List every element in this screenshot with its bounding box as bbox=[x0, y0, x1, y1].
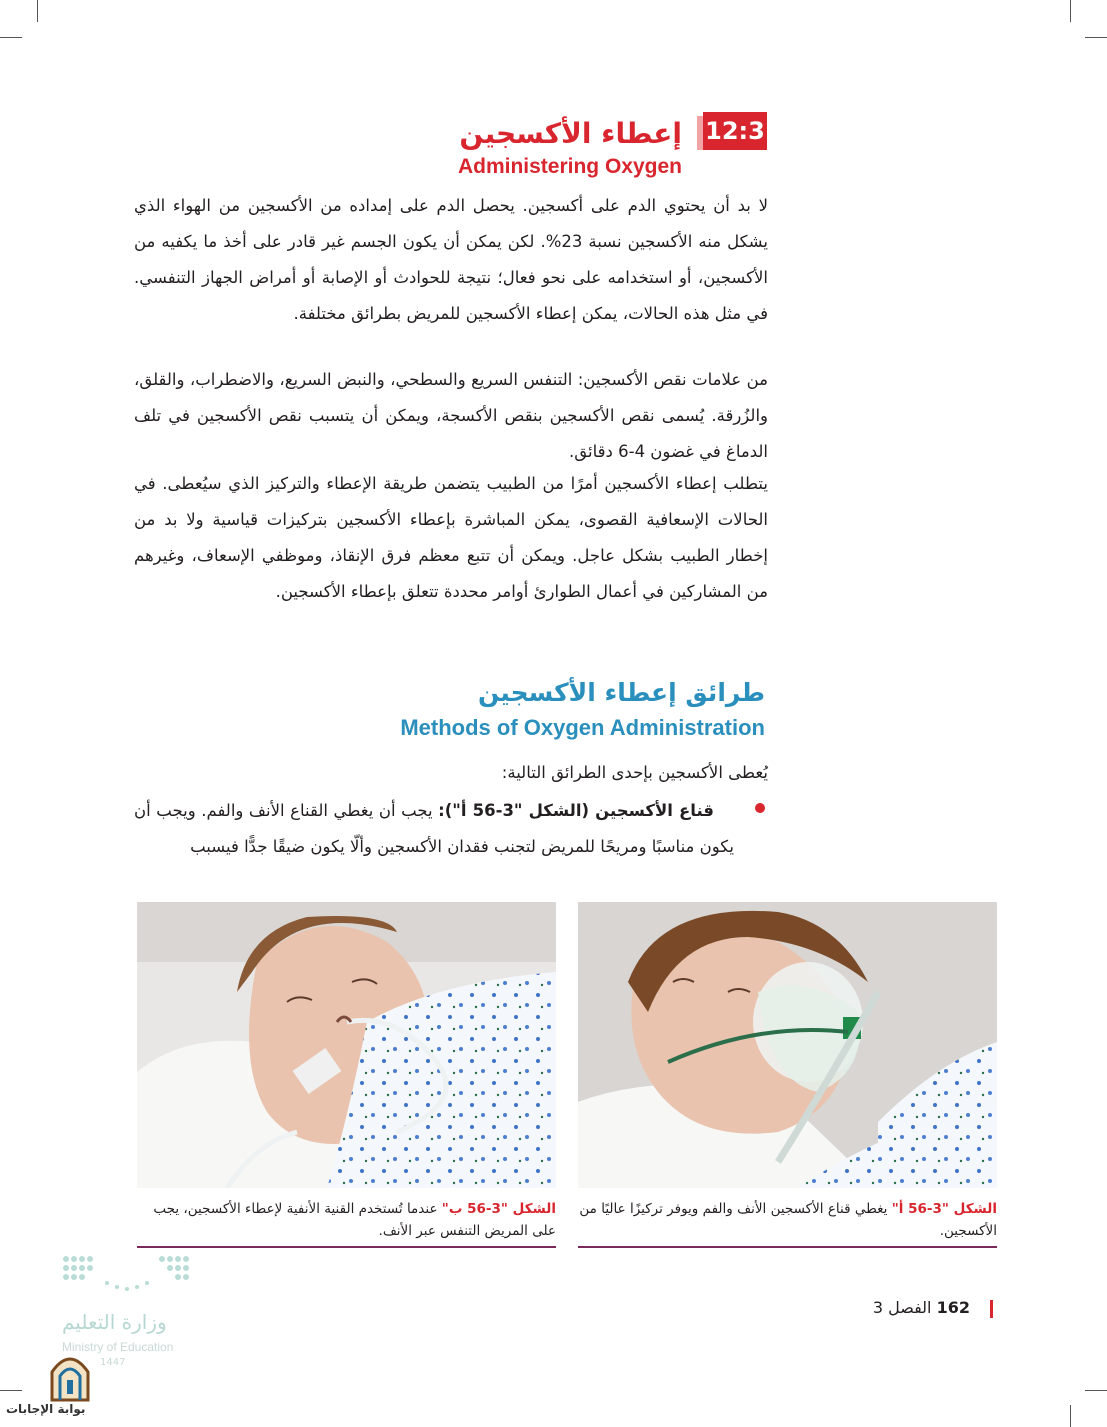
crop-mark bbox=[0, 37, 22, 38]
crop-mark bbox=[1085, 37, 1107, 38]
footer-page bbox=[873, 1298, 970, 1317]
figure-nasal-cannula-photo bbox=[137, 902, 556, 1188]
subsection-title-ar: طرائق إعطاء الأكسجين bbox=[477, 678, 765, 707]
subsection-intro: يُعطى الأكسجين بإحدى الطرائق التالية: bbox=[501, 763, 768, 782]
crop-mark bbox=[1070, 1405, 1071, 1427]
paragraph-2: من علامات نقص الأكسجين: التنفس السريع والسطحي، والنبض السريع، والاضطراب، والقلق، والزُرقة. يُسمى نقص الأكسجين بنقص الأكسجة، ويمكن أن يتسبب نقص الأكسجين في تلف الدماغ في غضون 4-6 دقائق. bbox=[134, 370, 768, 461]
portal-logo-icon bbox=[48, 1352, 92, 1406]
figure-label-left: الشكل "3-56 ب" bbox=[441, 1201, 556, 1217]
section-title-ar: إعطاء الأكسجين bbox=[459, 117, 682, 150]
page-number: 162 bbox=[936, 1298, 970, 1317]
figure-label-right: الشكل "3-56 أ" bbox=[891, 1201, 997, 1217]
bullet-text: يجب أن يغطي القناع الأنف والفم. ويجب أن يكون مناسبًا ومريحًا للمريض لتجنب فقدان الأكسجين وألّا يكون ضيقًا جدًّا فيسبب bbox=[134, 801, 734, 856]
caption-rule-right bbox=[578, 1246, 997, 1248]
crop-mark bbox=[0, 1390, 22, 1391]
bullet-dot bbox=[755, 803, 765, 813]
ministry-name-ar: وزارة التعليم bbox=[62, 1310, 167, 1334]
ministry-year: 1447 bbox=[100, 1357, 126, 1368]
section-title-en: Administering Oxygen bbox=[457, 155, 682, 178]
caption-rule-left bbox=[137, 1246, 556, 1248]
bullet-item bbox=[134, 793, 734, 865]
paragraph-1: لا بد أن يحتوي الدم على أكسجين. يحصل الدم على إمداده من الأكسجين من الهواء الذي يشكل منه الأكسجين نسبة 23%. لكن يمكن أن يكون الجسم غير قادر على أخذ ما يكفيه من الأكسجين، أو استخدامه على نحو فعال؛ نتيجة للحوادث أو الإصابة أو أمراض الجهاز التنفسي. في مثل هذه الحالات، يمكن إعطاء الأكسجين للمريض بطرائق مختلفة. bbox=[134, 196, 768, 323]
figure-text-left: عندما تُستخدم القنية الأنفية لإعطاء الأكسجين، يجب على المريض التنفس عبر الأنف. bbox=[153, 1201, 556, 1239]
figure-text-right: يغطي قناع الأكسجين الأنف والفم ويوفر تركيزًا عاليًا من الأكسجين. bbox=[579, 1201, 997, 1239]
figure-oxygen-mask-photo bbox=[578, 902, 997, 1188]
bullet-term: قناع الأكسجين (الشكل "3-56 أ"): bbox=[438, 801, 714, 820]
subsection-title-en: Methods of Oxygen Administration bbox=[400, 715, 765, 740]
ministry-name-en: Ministry of Education bbox=[62, 1340, 174, 1354]
figure-caption-left bbox=[137, 1198, 556, 1242]
portal-label: بوابة الإجابات bbox=[6, 1402, 86, 1416]
crop-mark bbox=[1070, 0, 1071, 22]
ministry-logo-icon bbox=[62, 1255, 197, 1299]
crop-mark bbox=[1085, 1390, 1107, 1391]
chapter-label: الفصل 3 bbox=[872, 1298, 932, 1317]
section-number: 12:3 bbox=[705, 117, 765, 145]
crop-mark bbox=[37, 0, 38, 22]
footer-accent-bar bbox=[990, 1300, 993, 1318]
figure-caption-right bbox=[578, 1198, 997, 1242]
paragraph-3: يتطلب إعطاء الأكسجين أمرًا من الطبيب يتضمن طريقة الإعطاء والتركيز الذي سيُعطى. في الحالات الإسعافية القصوى، يمكن المباشرة بإعطاء الأكسجين بتركيزات قياسية ولا بد من إخطار الطبيب بشكل عاجل. ويمكن أن تتبع معظم فرق الإنقاذ، وموظفي الإسعاف، وغيرهم من المشاركين في أعمال الطوارئ أوامر محددة تتعلق بإعطاء الأكسجين. bbox=[134, 474, 768, 601]
section-number-badge bbox=[703, 112, 767, 150]
